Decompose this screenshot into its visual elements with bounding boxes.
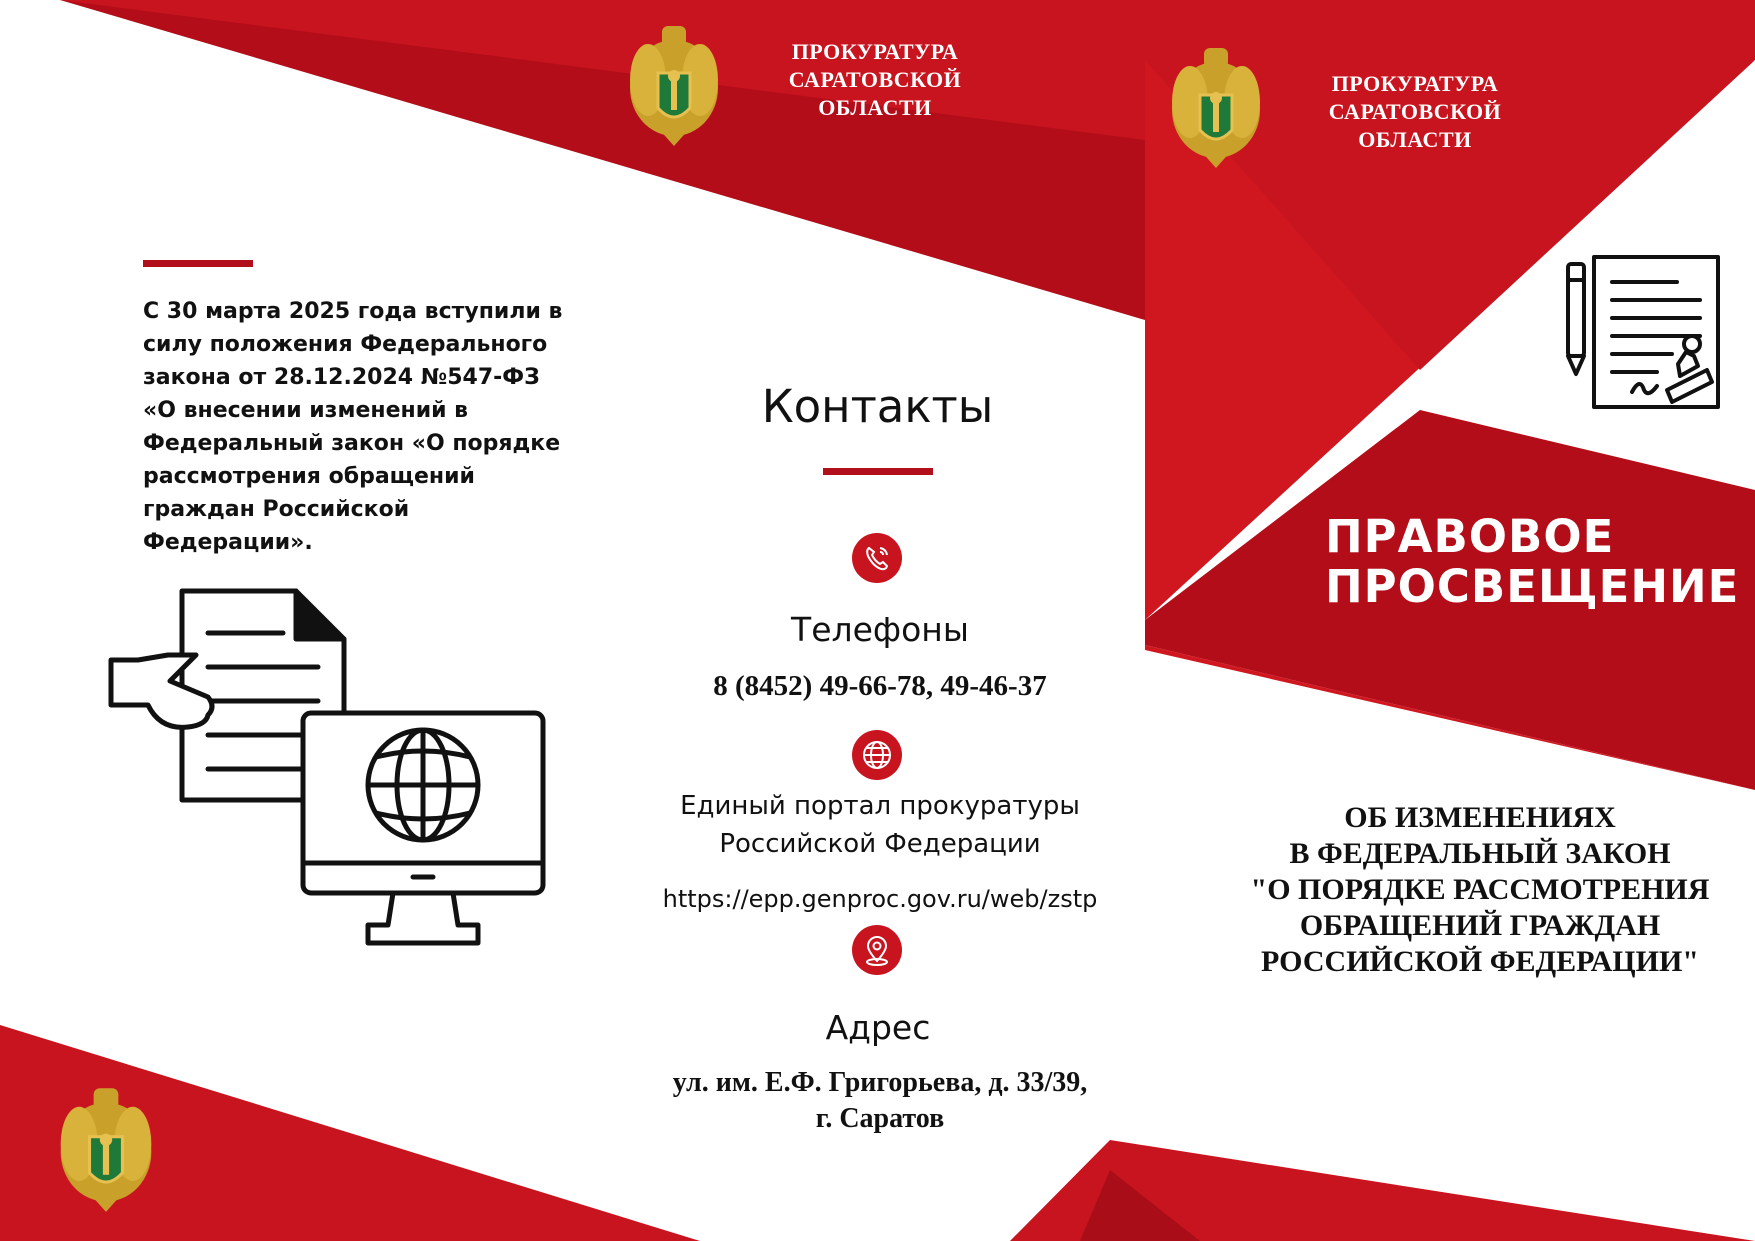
phones-title: Телефоны	[791, 610, 969, 649]
cover-headline	[1325, 512, 1745, 612]
portal-name	[630, 787, 1130, 863]
contacts-title: Контакты	[761, 380, 994, 433]
address-line: ул. им. Е.Ф. Григорьева, д. 33/39,	[672, 1067, 1088, 1098]
document-stamp-pen-icon	[1562, 252, 1722, 412]
address-line: г. Саратов	[815, 1103, 945, 1134]
org-line: ОБЛАСТИ	[818, 95, 932, 120]
address-title: Адрес	[825, 1008, 931, 1047]
document-hand-computer-icon	[108, 585, 553, 950]
org-line: САРАТОВСКОЙ	[1328, 99, 1502, 124]
org-line: ПРОКУРАТУРА	[1331, 71, 1499, 96]
portal-line: Российской Федерации	[719, 829, 1041, 859]
intro-text: С 30 марта 2025 года вступили в силу положения Федерального закона от 28.12.2024 №547-ФЗ «О внесении изменений в Федеральный закон «О порядке рассмотрения обращений граждан Российской Федерации».	[143, 299, 563, 555]
subject-line: "О ПОРЯДКЕ РАССМОТРЕНИЯ	[1250, 873, 1710, 906]
address	[600, 1065, 1160, 1137]
emblem-icon	[1170, 40, 1262, 172]
cover-subject	[1215, 800, 1745, 980]
accent-bar	[823, 468, 933, 475]
phone-icon	[852, 533, 902, 583]
org-name-top-middle	[760, 38, 990, 122]
portal-url[interactable]: https://epp.genproc.gov.ru/web/zstp	[662, 885, 1098, 913]
emblem-icon	[628, 18, 720, 150]
subject-line: ОБ ИЗМЕНЕНИЯХ	[1344, 801, 1616, 834]
headline-line: ПРАВОВОЕ	[1325, 510, 1615, 563]
subject-line: ОБРАЩЕНИЙ ГРАЖДАН	[1299, 909, 1661, 942]
org-line: ОБЛАСТИ	[1358, 127, 1472, 152]
phone-numbers: 8 (8452) 49-66-78, 49-46-37	[713, 670, 1047, 702]
org-line: САРАТОВСКОЙ	[788, 67, 962, 92]
headline-line: ПРОСВЕЩЕНИЕ	[1325, 560, 1740, 613]
org-line: ПРОКУРАТУРА	[791, 39, 959, 64]
emblem-icon	[48, 1080, 164, 1216]
location-pin-icon	[852, 925, 902, 975]
org-name-top-right	[1300, 70, 1530, 154]
subject-line: РОССИЙСКОЙ ФЕДЕРАЦИИ"	[1261, 945, 1699, 978]
globe-icon	[852, 730, 902, 780]
accent-bar	[143, 260, 253, 267]
subject-line: В ФЕДЕРАЛЬНЫЙ ЗАКОН	[1289, 837, 1671, 870]
portal-line: Единый портал прокуратуры	[680, 791, 1080, 821]
